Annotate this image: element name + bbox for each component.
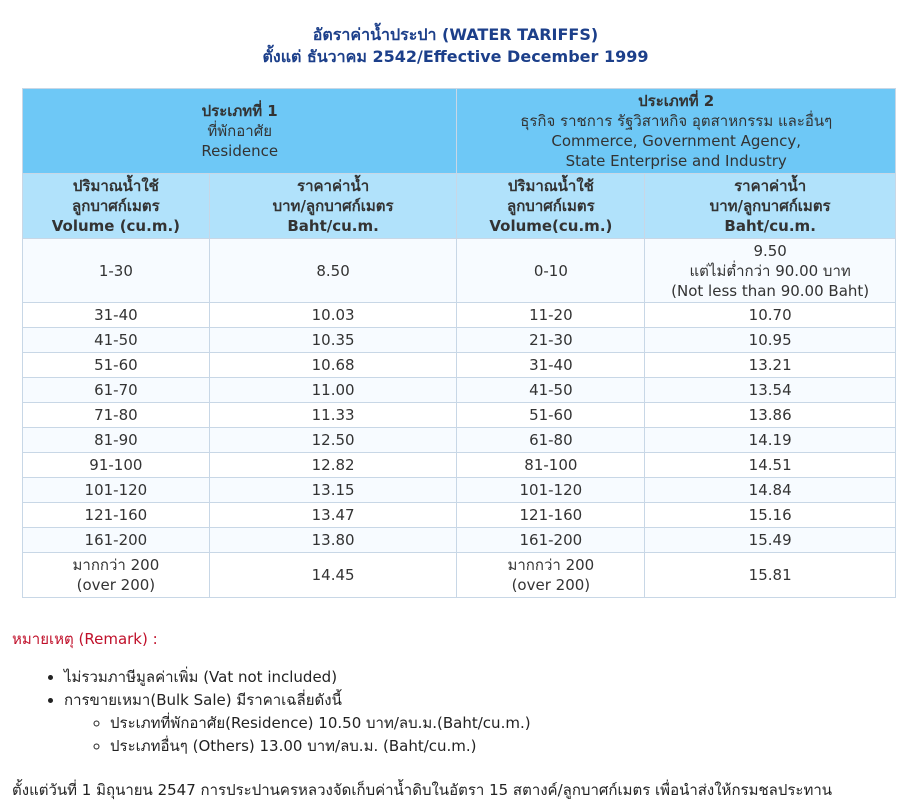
volume-line: (over 200) [76,576,156,594]
remark-item: • ไม่รวมภาษีมูลค่าเพิ่ม (Vat not included) [64,666,904,689]
price-cell: 13.54 [645,378,896,403]
price-line: แต่ไม่ต่ำกว่า 90.00 บาท [689,261,851,280]
price-cell: 13.47 [209,503,457,528]
header-line: Volume (cu.m.) [51,217,180,235]
remark-item [64,689,904,758]
volume-cell: 161-200 [23,528,210,553]
volume-line: (over 200) [511,576,591,594]
header-line: ราคาค่าน้ำ [734,177,807,195]
group-subtitle: ธุรกิจ ราชการ รัฐวิสาหกิจ อุตสาหกรรม และอื่นๆ [520,112,833,130]
group-title: ประเภทที่ 1 [201,102,278,120]
volume-cell: 41-50 [23,328,210,353]
volume-cell: 91-100 [23,453,210,478]
table-row [23,328,896,353]
price-cell: 10.35 [209,328,457,353]
column-header-row [23,174,896,239]
price-cell: 13.80 [209,528,457,553]
volume-cell: 0-10 [457,239,645,303]
table-row [23,428,896,453]
table-row [23,239,896,303]
table-row [23,353,896,378]
group-title: ประเภทที่ 2 [638,92,715,110]
price-cell: 11.00 [209,378,457,403]
volume-cell: 101-120 [457,478,645,503]
volume-line: มากกว่า 200 [507,556,595,574]
remark-sublist [64,712,904,758]
column-header-price-1 [209,174,457,239]
volume-cell [457,553,645,598]
price-line: 9.50 [753,241,787,260]
volume-cell: 121-160 [457,503,645,528]
header-line: บาท/ลูกบาศก์เมตร [709,197,831,215]
price-cell: 12.82 [209,453,457,478]
table-row [23,528,896,553]
group-header-commerce [457,89,896,174]
table-row [23,478,896,503]
price-cell: 13.86 [645,403,896,428]
group-subtitle: Commerce, Government Agency, [551,132,802,150]
group-header-row [23,89,896,174]
volume-cell: 81-100 [457,453,645,478]
table-row [23,503,896,528]
price-cell: 14.84 [645,478,896,503]
header-line: Baht/cu.m. [287,217,379,235]
price-cell: 10.68 [209,353,457,378]
volume-cell: 31-40 [457,353,645,378]
price-cell: 10.70 [645,303,896,328]
table-row [23,453,896,478]
remark-subitem: ◦ ประเภทที่พักอาศัย(Residence) 10.50 บาท/ลบ.ม.(Baht/cu.m.) [110,712,904,735]
group-header-residence [23,89,457,174]
price-cell: 15.49 [645,528,896,553]
volume-cell: 61-80 [457,428,645,453]
group-subtitle: ที่พักอาศัย [207,122,273,140]
volume-cell: 101-120 [23,478,210,503]
price-cell: 14.51 [645,453,896,478]
column-header-volume-2 [457,174,645,239]
group-subtitle: State Enterprise and Industry [565,152,787,170]
remark-item-text: การขายเหมา(Bulk Sale) มีราคาเฉลี่ยดังนี้ [64,691,342,709]
header-line: ลูกบาศก์เมตร [507,197,595,215]
volume-cell: 11-20 [457,303,645,328]
price-cell: 15.16 [645,503,896,528]
volume-cell: 81-90 [23,428,210,453]
footer-note: ตั้งแต่วันที่ 1 มิถุนายน 2547 การประปานครหลวงจัดเก็บค่าน้ำดิบในอัตรา 15 สตางค์/ลูกบาศก์เมตร เพื่อนำส่งให้กรมชลประทาน [12,781,833,799]
volume-cell: 21-30 [457,328,645,353]
remark-label: หมายเหตุ (Remark) : [12,630,158,648]
header-line: ปริมาณน้ำใช้ [507,177,594,195]
price-cell: 14.19 [645,428,896,453]
remark-subitem: ◦ ประเภทอื่นๆ (Others) 13.00 บาท/ลบ.ม. (Baht/cu.m.) [110,735,904,758]
column-header-volume-1 [23,174,210,239]
header-line: ราคาค่าน้ำ [297,177,370,195]
group-subtitle: Residence [201,142,279,160]
price-line: (Not less than 90.00 Baht) [671,281,870,300]
volume-cell: 41-50 [457,378,645,403]
price-cell: 8.50 [209,239,457,303]
price-cell: 13.15 [209,478,457,503]
volume-cell: 31-40 [23,303,210,328]
volume-cell: 61-70 [23,378,210,403]
page-title [0,0,911,68]
table-row [23,378,896,403]
price-cell: 12.50 [209,428,457,453]
volume-cell: 1-30 [23,239,210,303]
header-line: ลูกบาศก์เมตร [72,197,160,215]
column-header-price-2 [645,174,896,239]
volume-cell: 121-160 [23,503,210,528]
title-line-2: ตั้งแต่ ธันวาคม 2542/Effective December 1999 [262,47,649,66]
tariff-table [22,88,896,598]
remark-list [46,666,904,758]
volume-cell: 71-80 [23,403,210,428]
volume-line: มากกว่า 200 [72,556,160,574]
price-cell [645,239,896,303]
table-row [23,553,896,598]
table-row [23,403,896,428]
price-cell: 13.21 [645,353,896,378]
price-cell: 14.45 [209,553,457,598]
volume-cell [23,553,210,598]
header-line: บาท/ลูกบาศก์เมตร [272,197,394,215]
volume-cell: 51-60 [457,403,645,428]
title-line-1: อัตราค่าน้ำประปา (WATER TARIFFS) [312,25,599,44]
price-cell: 10.95 [645,328,896,353]
header-line: Volume(cu.m.) [489,217,613,235]
price-cell: 11.33 [209,403,457,428]
header-line: ปริมาณน้ำใช้ [72,177,159,195]
volume-cell: 161-200 [457,528,645,553]
price-cell: 10.03 [209,303,457,328]
table-row [23,303,896,328]
volume-cell: 51-60 [23,353,210,378]
header-line: Baht/cu.m. [724,217,816,235]
price-cell: 15.81 [645,553,896,598]
